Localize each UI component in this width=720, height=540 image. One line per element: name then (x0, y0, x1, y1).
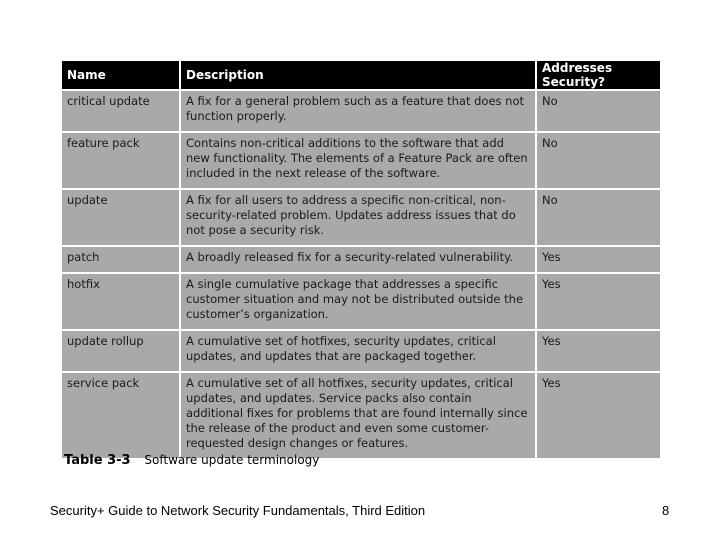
table-row (62, 189, 660, 246)
table-row (62, 330, 660, 372)
cell-security: No (536, 90, 660, 132)
cell-name: feature pack (62, 132, 180, 189)
cell-name: service pack (62, 372, 180, 459)
cell-description: A cumulative set of all hotfixes, security updates, critical updates, and updates. Service packs also contain additional fixes for problems that are found internally since the release of the product and even some customer-requested design changes or features. (180, 372, 536, 459)
table-caption (64, 453, 319, 468)
cell-name: update (62, 189, 180, 246)
cell-description: A broadly released fix for a security-related vulnerability. (180, 246, 536, 273)
cell-security: No (536, 189, 660, 246)
cell-description: A single cumulative package that addresses a specific customer situation and may not be distributed outside the customer’s organization. (180, 273, 536, 330)
header-description: Description (180, 61, 536, 90)
caption-number: Table 3-3 (64, 453, 131, 468)
cell-name: critical update (62, 90, 180, 132)
cell-name: hotfix (62, 273, 180, 330)
cell-security: Yes (536, 246, 660, 273)
table-row (62, 132, 660, 189)
cell-security: Yes (536, 330, 660, 372)
page-number: 8 (662, 503, 670, 518)
cell-name: patch (62, 246, 180, 273)
cell-security: No (536, 132, 660, 189)
terminology-table (62, 61, 660, 460)
footer-book-title: Security+ Guide to Network Security Fundamentals, Third Edition (50, 503, 426, 518)
header-name: Name (62, 61, 180, 90)
table-header-row (62, 61, 660, 90)
cell-name: update rollup (62, 330, 180, 372)
cell-security: Yes (536, 273, 660, 330)
cell-description: A fix for a general problem such as a feature that does not function properly. (180, 90, 536, 132)
cell-description: A fix for all users to address a specific non-critical, non-security-related problem. Updates address issues that do not pose a security risk. (180, 189, 536, 246)
table-row (62, 372, 660, 459)
header-addresses-security: Addresses Security? (536, 61, 660, 90)
table-row (62, 246, 660, 273)
table-row (62, 90, 660, 132)
cell-description: A cumulative set of hotfixes, security updates, critical updates, and updates that are packaged together. (180, 330, 536, 372)
cell-description: Contains non-critical additions to the software that add new functionality. The elements of a Feature Pack are often included in the next release of the software. (180, 132, 536, 189)
caption-text: Software update terminology (144, 453, 320, 467)
table-row (62, 273, 660, 330)
cell-security: Yes (536, 372, 660, 459)
